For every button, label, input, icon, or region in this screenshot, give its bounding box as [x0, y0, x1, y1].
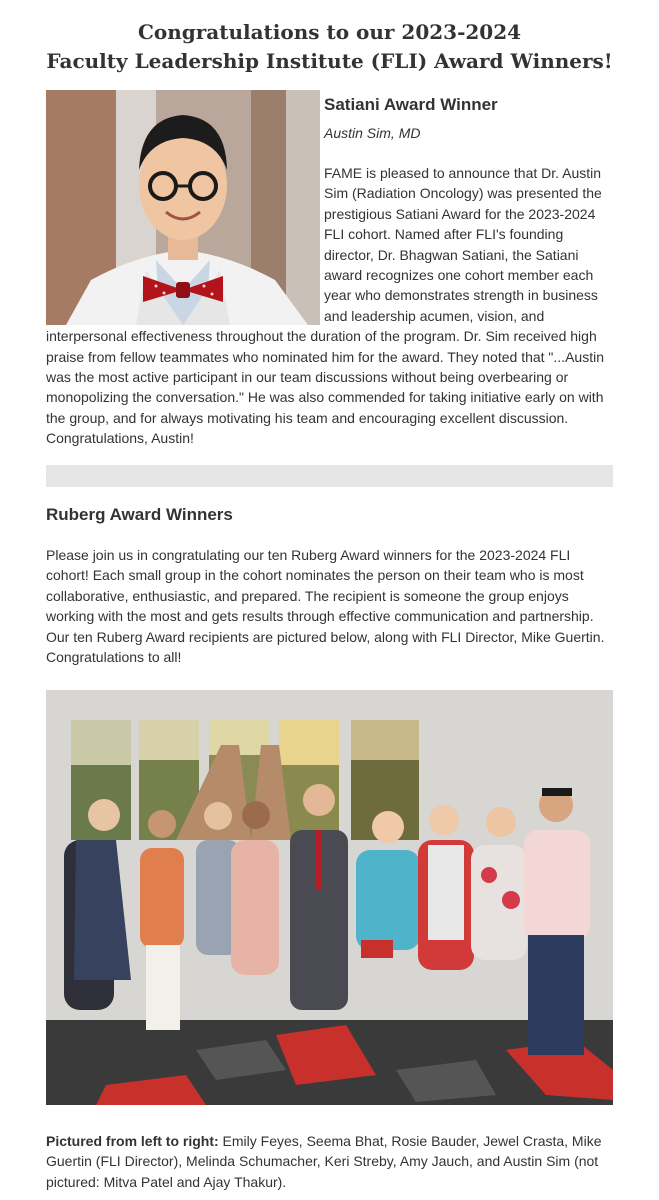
- photo-caption: [46, 1131, 613, 1192]
- satiani-paragraph: FAME is pleased to announce that Dr. Austin Sim (Radiation Oncology) was presented the prestigious Satiani Award for the 2023-2024 FLI cohort. Named after FLI's founding director, Dr. Bhagwan Satiani, the Satiani award recognizes one cohort member each year who demonstrates strength in business and leadership acumen, vision, and interpersonal effectiveness throughout the duration of the program. Dr. Sim received high praise from fellow teammates who nominated him for the award. They noted that "...Austin was the most active participant in our team discussions without being overbearing or monopolizing the conversation." He was also commended for taking initiative early on with the group, and for always motivating his team and encouraging excellent discussion. Congratulations, Austin!: [46, 165, 604, 447]
- ruberg-heading: Ruberg Award Winners: [46, 505, 233, 524]
- ruberg-paragraph: Please join us in congratulating our ten Ruberg Award winners for the 2023-2024 FLI cohort! Each small group in the cohort nominates the person on their team who is most collaborative, enthusiastic, and prepared. The recipient is someone the group enjoys working with the most and gets results through effective communication and partnership. Our ten Ruberg Award recipients are pictured below, along with FLI Director, Mike Guertin. Congratulations to all!: [46, 547, 605, 666]
- section-divider: [46, 465, 613, 487]
- ruberg-group-photo: [46, 690, 613, 1105]
- title-line-2: Faculty Leadership Institute (FLI) Award Winners!: [46, 49, 613, 73]
- caption-label: Pictured from left to right:: [46, 1133, 219, 1149]
- title-line-1: Congratulations to our 2023-2024: [137, 20, 522, 44]
- austin-sim-portrait: [46, 90, 320, 325]
- satiani-section: [46, 90, 613, 449]
- caption-names: Emily Feyes, Seema Bhat, Rosie Bauder, Jewel Crasta, Mike Guertin (FLI Director), Melinda Schumacher, Keri Streby, Amy Jauch, and Austin Sim (not pictured: Mitva Patel and Ajay Thakur).: [46, 1133, 602, 1190]
- ruberg-section: [46, 505, 613, 667]
- page-title: [0, 18, 659, 76]
- satiani-heading: Satiani Award Winner: [324, 95, 498, 114]
- satiani-byline: Austin Sim, MD: [324, 125, 421, 141]
